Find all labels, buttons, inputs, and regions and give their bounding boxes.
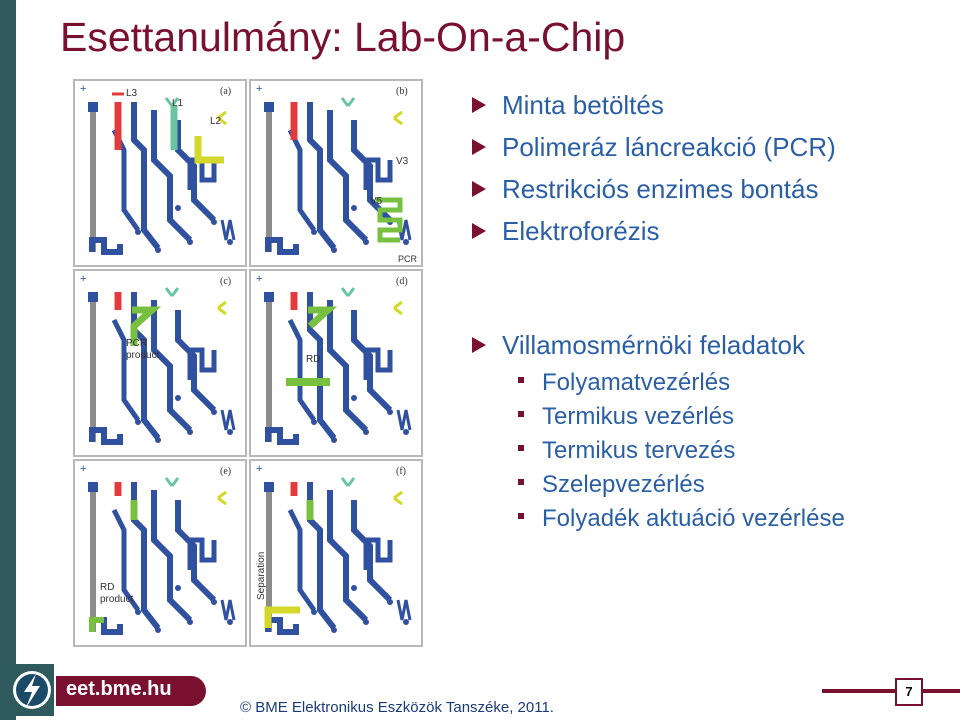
slide-title: Esettanulmány: Lab-On-a-Chip [60, 14, 626, 60]
svg-text:+: + [256, 273, 263, 285]
sub-bullet-item: Folyadék aktuáció vezérlése [470, 502, 950, 536]
svg-text:RD: RD [100, 582, 115, 593]
sub-bullet-item: Termikus vezérlés [470, 400, 950, 434]
panel-c [74, 270, 246, 456]
svg-text:+: + [256, 463, 263, 475]
site-url[interactable]: eet.bme.hu [66, 678, 172, 700]
bullet-square-icon [518, 377, 524, 383]
svg-text:(e): (e) [220, 466, 232, 477]
bullet-triangle-icon [472, 139, 486, 155]
bullet-triangle-icon [472, 223, 486, 239]
bullet-square-icon [518, 513, 524, 519]
svg-text:RD: RD [306, 354, 321, 365]
svg-text:(b): (b) [396, 86, 408, 97]
svg-text:+: + [256, 83, 263, 95]
svg-text:(c): (c) [220, 276, 232, 287]
svg-text:(a): (a) [220, 86, 232, 97]
svg-text:+: + [80, 463, 87, 475]
bullet-triangle-icon [472, 97, 486, 113]
svg-text:+: + [80, 273, 87, 285]
bullet-square-icon [518, 445, 524, 451]
svg-text:+: + [80, 83, 87, 95]
bullet-square-icon [518, 479, 524, 485]
svg-text:product: product [126, 350, 160, 361]
lab-on-chip-figure [72, 78, 424, 648]
bullet-item: Minta betöltés [470, 84, 950, 126]
bullet-list [470, 84, 950, 536]
bullet-item: Polimeráz láncreakció (PCR) [470, 126, 950, 168]
bullet-item: Restrikciós enzimes bontás [470, 168, 950, 210]
bullet-square-icon [518, 411, 524, 417]
bullet-triangle-icon [472, 181, 486, 197]
panel-b [250, 80, 422, 266]
bullet-triangle-icon [472, 337, 486, 353]
panel-e [74, 460, 246, 646]
section-heading: Villamosmérnöki feladatok [470, 324, 950, 366]
svg-text:Separation: Separation [256, 551, 267, 600]
panel-a [74, 80, 246, 266]
sub-bullet-item: Szelepvezérlés [470, 468, 950, 502]
svg-text:(f): (f) [396, 466, 406, 477]
bullet-item: Elektroforézis [470, 210, 950, 252]
svg-text:L1: L1 [172, 98, 184, 109]
footer-divider [822, 689, 960, 693]
svg-text:product: product [100, 594, 134, 605]
svg-text:V3: V3 [396, 156, 409, 167]
svg-text:PCR: PCR [398, 254, 418, 264]
left-accent-bar [0, 0, 16, 720]
sub-bullet-item: Termikus tervezés [470, 434, 950, 468]
page-number: 7 [895, 678, 923, 706]
panel-d [250, 270, 422, 456]
svg-text:L3: L3 [126, 88, 138, 99]
svg-text:L2: L2 [210, 116, 222, 127]
panel-f [250, 460, 422, 646]
lightning-bolt-icon [6, 664, 54, 716]
svg-text:V5: V5 [370, 196, 383, 207]
svg-text:(d): (d) [396, 276, 408, 287]
sub-bullet-item: Folyamatvezérlés [470, 366, 950, 400]
copyright-text: © BME Elektronikus Eszközök Tanszéke, 2011. [240, 699, 554, 716]
svg-text:PCR: PCR [126, 338, 148, 349]
